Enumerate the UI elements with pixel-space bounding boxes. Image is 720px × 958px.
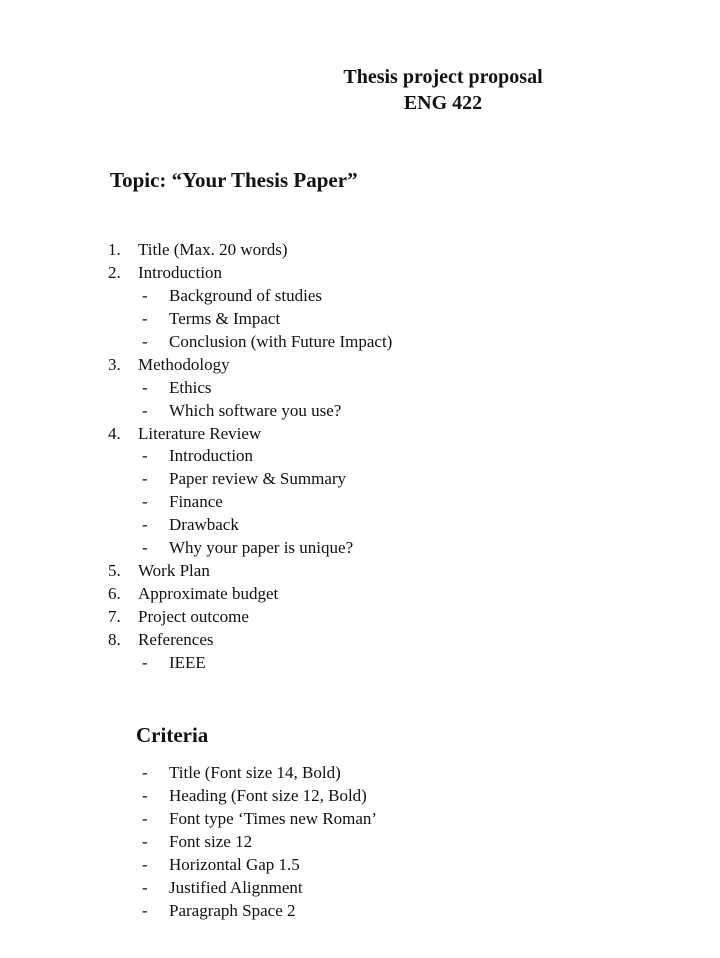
criteria-item (142, 807, 377, 830)
bullet-dash: - (142, 377, 148, 397)
criteria-item-label: Horizontal Gap 1.5 (169, 854, 300, 874)
bullet-dash: - (142, 285, 148, 305)
document-header (0, 64, 720, 116)
outline-item-number: 4. (108, 423, 121, 443)
outline-item-label: Introduction (138, 262, 223, 282)
outline-subitem-label: Terms & Impact (169, 308, 281, 328)
outline-subitem (108, 399, 392, 422)
course-code: ENG 422 (403, 92, 483, 114)
outline-item-number: 6. (108, 584, 121, 604)
outline-item-label: Work Plan (138, 561, 210, 581)
outline-subitem (108, 467, 392, 490)
outline-list (108, 238, 392, 674)
criteria-list (142, 761, 377, 922)
outline-subitem-label: Paper review & Summary (169, 469, 347, 489)
bullet-dash: - (142, 854, 148, 874)
outline-item (108, 422, 392, 445)
outline-item (108, 238, 392, 261)
outline-item-number: 1. (108, 240, 121, 259)
criteria-item (142, 853, 377, 876)
bullet-dash: - (142, 831, 148, 851)
bullet-dash: - (142, 808, 148, 828)
outline-item-label: Project outcome (138, 607, 249, 626)
bullet-dash: - (142, 877, 148, 897)
criteria-item-label: Font type ‘Times new Roman’ (169, 808, 378, 828)
outline-item (108, 261, 392, 284)
outline-item (108, 582, 392, 605)
criteria-item-label: Paragraph Space 2 (169, 900, 296, 920)
bullet-dash: - (142, 785, 148, 805)
outline-item-number: 3. (108, 354, 121, 374)
bullet-dash: - (142, 515, 148, 535)
outline-subitem (108, 307, 392, 330)
outline-item (108, 353, 392, 376)
outline-subitem-label: Introduction (169, 446, 254, 466)
outline-item (108, 628, 392, 651)
document-title: Thesis project proposal (343, 66, 543, 88)
bullet-dash: - (142, 492, 148, 512)
outline-subitem (108, 284, 392, 307)
outline-subitem-label: Conclusion (with Future Impact) (169, 331, 393, 351)
outline-subitem (108, 444, 392, 467)
bullet-dash: - (142, 469, 148, 489)
bullet-dash: - (142, 900, 148, 920)
outline-subitem-label: Ethics (169, 377, 212, 397)
outline-subitem-label: Why your paper is unique? (169, 538, 354, 558)
outline-item-number: 8. (108, 629, 121, 649)
outline-item-label: Literature Review (138, 423, 262, 443)
bullet-dash: - (142, 446, 148, 466)
outline-subitem-label: IEEE (169, 652, 206, 672)
criteria-item (142, 784, 377, 807)
outline-subitem (108, 376, 392, 399)
outline-subitem (108, 513, 392, 536)
criteria-item-label: Title (Font size 14, Bold) (169, 763, 341, 782)
topic-heading: Topic: “Your Thesis Paper” (110, 168, 358, 192)
bullet-dash: - (142, 652, 148, 672)
outline-item-label: References (138, 629, 214, 649)
outline-item-label: Methodology (138, 354, 230, 374)
bullet-dash: - (142, 763, 148, 782)
criteria-item-label: Heading (Font size 12, Bold) (169, 785, 367, 805)
outline-subitem (108, 330, 392, 353)
criteria-item-label: Justified Alignment (169, 877, 303, 897)
outline-subitem-label: Background of studies (169, 285, 322, 305)
bullet-dash: - (142, 308, 148, 328)
outline-item (108, 559, 392, 582)
bullet-dash: - (142, 538, 148, 558)
outline-subitem (108, 490, 392, 513)
outline-item-number: 2. (108, 262, 121, 282)
outline-item-number: 5. (108, 561, 121, 581)
outline-item (108, 605, 392, 628)
outline-subitem-label: Drawback (169, 515, 239, 535)
outline-item-number: 7. (108, 607, 121, 626)
criteria-item (142, 876, 377, 899)
bullet-dash: - (142, 331, 148, 351)
criteria-item-label: Font size 12 (169, 831, 253, 851)
criteria-item (142, 761, 377, 784)
outline-subitem-label: Which software you use? (169, 400, 342, 420)
bullet-dash: - (142, 400, 148, 420)
outline-item-label: Title (Max. 20 words) (138, 240, 288, 259)
outline-item-label: Approximate budget (138, 584, 279, 604)
criteria-item (142, 830, 377, 853)
criteria-item (142, 899, 377, 922)
criteria-heading: Criteria (136, 723, 209, 747)
outline-subitem (108, 536, 392, 559)
outline-subitem (108, 651, 392, 674)
outline-subitem-label: Finance (169, 492, 223, 512)
